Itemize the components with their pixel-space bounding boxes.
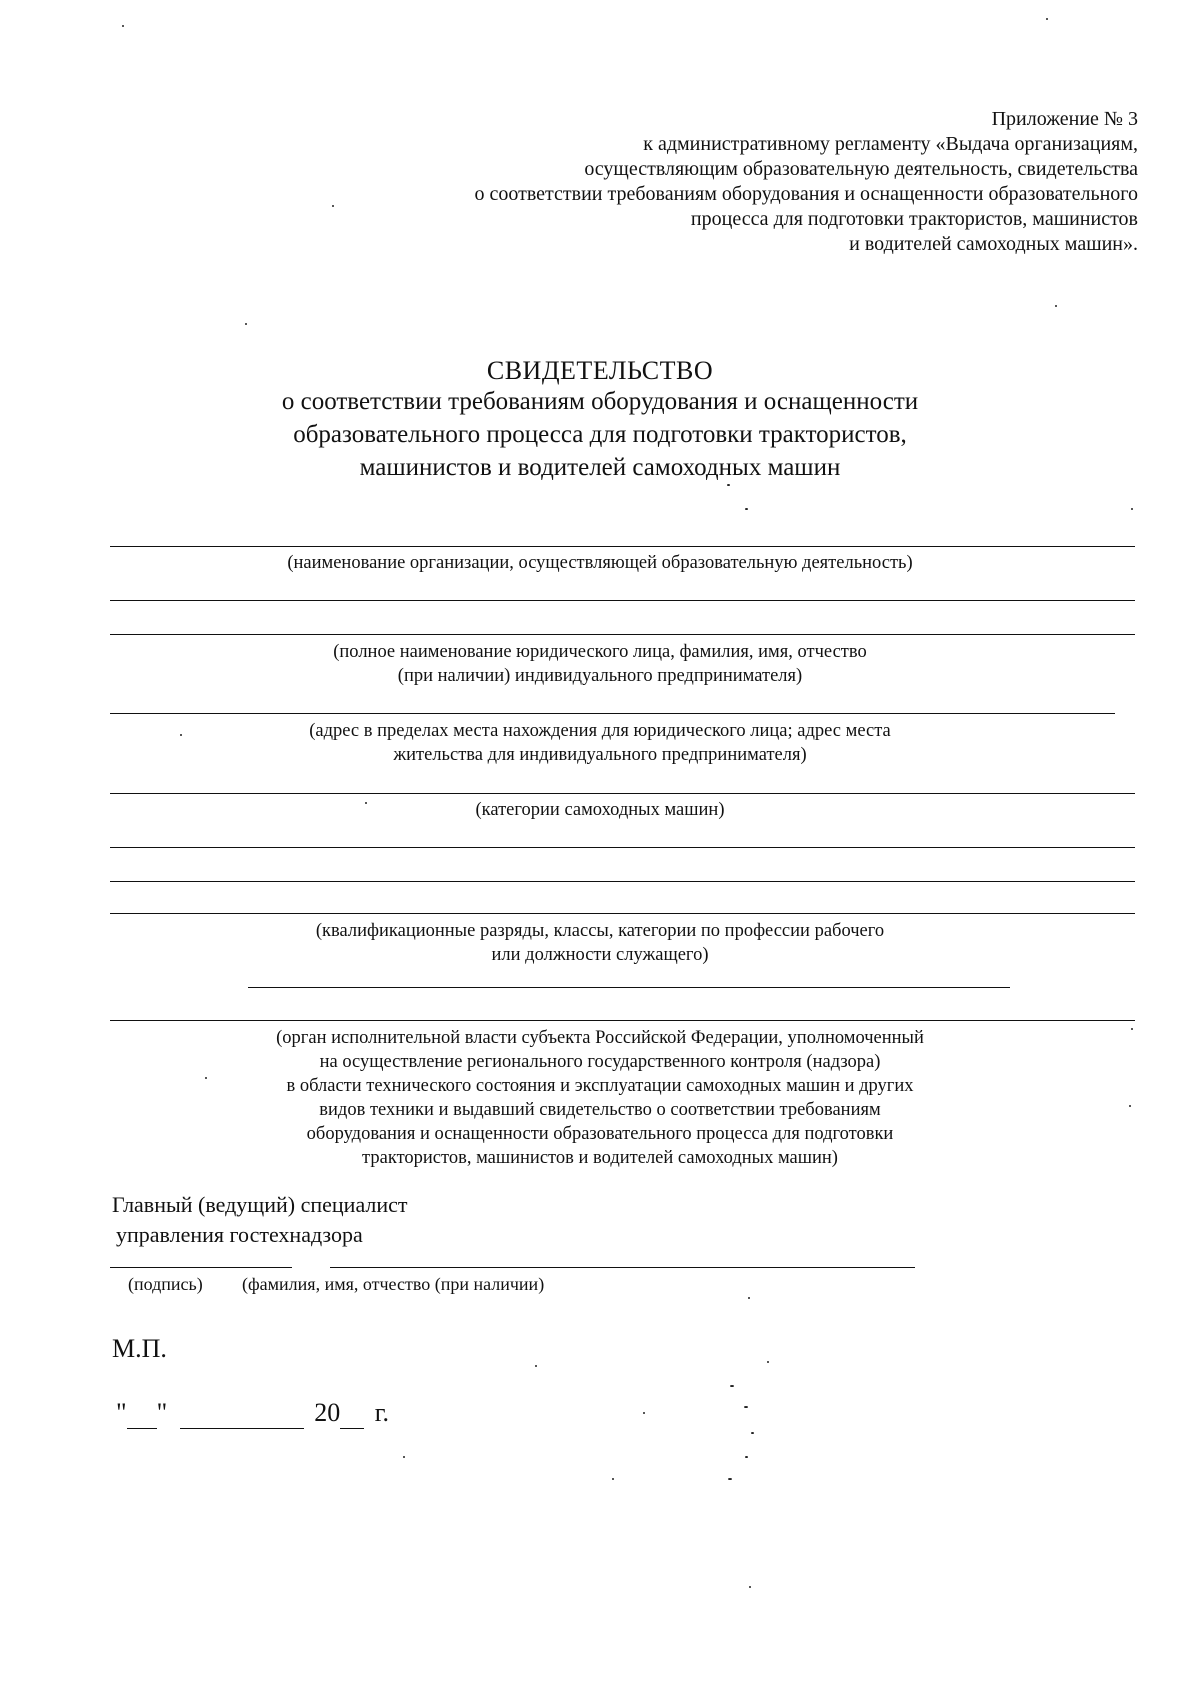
organization-caption: (наименование организации, осуществляющей образовательную деятельность) — [287, 553, 913, 573]
full-name-line — [330, 1267, 915, 1268]
document-subtitle — [0, 385, 1200, 484]
caption-line: (адрес в пределах места нахождения для юридического лица; адрес места — [309, 721, 891, 741]
caption-line: (орган исполнительной власти субъекта Российской Федерации, уполномоченный — [276, 1028, 924, 1048]
scan-speck — [403, 1456, 405, 1458]
caption-line: жительства для индивидуального предпринимателя) — [393, 745, 807, 765]
subtitle-line: о соответствии требованиям оборудования и оснащенности — [281, 388, 919, 415]
caption-line: (полное наименование юридического лица, фамилия, имя, отчество — [333, 642, 867, 662]
annex-line: и водителей самоходных машин». — [849, 233, 1138, 255]
subtitle-line: образовательного процесса для подготовки трактористов, — [293, 421, 907, 448]
caption-line: (при наличии) индивидуального предпринимателя) — [397, 666, 803, 686]
subtitle-line: машинистов и водителей самоходных машин — [359, 454, 841, 481]
scan-speck — [205, 1077, 207, 1079]
day-field — [127, 1398, 157, 1429]
qualifications-caption — [0, 919, 1200, 967]
legal-entity-line-1 — [110, 600, 1135, 601]
year-field — [340, 1398, 364, 1429]
scan-speck — [767, 1361, 769, 1363]
stamp-place-label: М.П. — [112, 1334, 167, 1363]
authority-line-1 — [248, 987, 1010, 988]
scan-speck — [535, 1365, 537, 1367]
legal-entity-line-2 — [110, 634, 1135, 635]
address-caption — [0, 719, 1200, 767]
scan-speck — [612, 1478, 614, 1480]
annex-line: Приложение № 3 — [991, 108, 1138, 130]
qualifications-line-2 — [110, 881, 1135, 882]
caption-line: видов техники и выдавший свидетельство о соответствии требованиям — [319, 1100, 881, 1120]
annex-header — [474, 107, 1138, 257]
scan-speck — [748, 1297, 750, 1299]
categories-caption: (категории самоходных машин) — [475, 800, 725, 820]
scan-speck — [751, 1432, 754, 1434]
scan-speck — [1129, 1105, 1131, 1107]
scan-speck — [730, 1385, 734, 1387]
scan-speck — [1131, 508, 1133, 510]
annex-line: осуществляющим образовательную деятельность, свидетельства — [584, 158, 1138, 180]
caption-line: в области технического состояния и эксплуатации самоходных машин и других — [286, 1076, 914, 1096]
authority-line-2 — [110, 1020, 1135, 1021]
caption-line: или должности служащего) — [491, 945, 709, 965]
organization-name-line — [110, 546, 1135, 547]
annex-line: процесса для подготовки трактористов, машинистов — [690, 208, 1138, 230]
scan-speck — [332, 205, 334, 207]
date-line — [116, 1398, 389, 1429]
annex-line: о соответствии требованиям оборудования и оснащенности образовательного — [474, 183, 1138, 205]
scan-speck — [245, 323, 247, 325]
scan-speck — [365, 802, 367, 804]
caption-line: (квалификационные разряды, классы, категории по профессии рабочего — [315, 921, 885, 941]
year-prefix: 20 — [314, 1398, 341, 1427]
categories-line — [110, 793, 1135, 794]
scan-speck — [749, 1586, 751, 1588]
caption-line: оборудования и оснащенности образовательного процесса для подготовки — [306, 1124, 894, 1144]
authority-caption — [0, 1026, 1200, 1170]
qualifications-line-1 — [110, 847, 1135, 848]
scan-speck — [122, 25, 124, 27]
month-field — [180, 1398, 304, 1429]
address-line — [110, 713, 1115, 714]
scan-speck — [180, 734, 182, 736]
scan-speck — [1131, 1028, 1133, 1030]
legal-entity-caption — [0, 640, 1200, 688]
scan-speck — [727, 484, 730, 486]
full-name-caption: (фамилия, имя, отчество (при наличии) — [242, 1274, 545, 1294]
qualifications-line-3 — [110, 913, 1135, 914]
annex-line: к административному регламенту «Выдача организациям, — [643, 133, 1138, 155]
signature-caption: (подпись) — [128, 1274, 203, 1294]
signature-line — [110, 1267, 292, 1268]
scan-speck — [744, 1406, 748, 1408]
year-suffix: г. — [374, 1398, 389, 1427]
scan-speck — [1055, 305, 1057, 307]
scan-speck — [643, 1412, 645, 1414]
scan-speck — [728, 1478, 732, 1480]
date-quote-close: " — [156, 1398, 168, 1427]
date-quote-open: " — [116, 1398, 127, 1427]
scan-speck — [745, 1456, 748, 1458]
scan-speck — [1046, 18, 1048, 20]
scan-speck — [745, 508, 748, 510]
signatory-position — [112, 1190, 408, 1250]
caption-line: на осуществление регионального государственного контроля (надзора) — [319, 1052, 881, 1072]
position-line: Главный (ведущий) специалист — [112, 1192, 408, 1217]
caption-line: трактористов, машинистов и водителей самоходных машин) — [362, 1148, 838, 1168]
position-line: управления гостехнадзора — [116, 1222, 363, 1247]
document-title: СВИДЕТЕЛЬСТВО — [486, 356, 714, 385]
